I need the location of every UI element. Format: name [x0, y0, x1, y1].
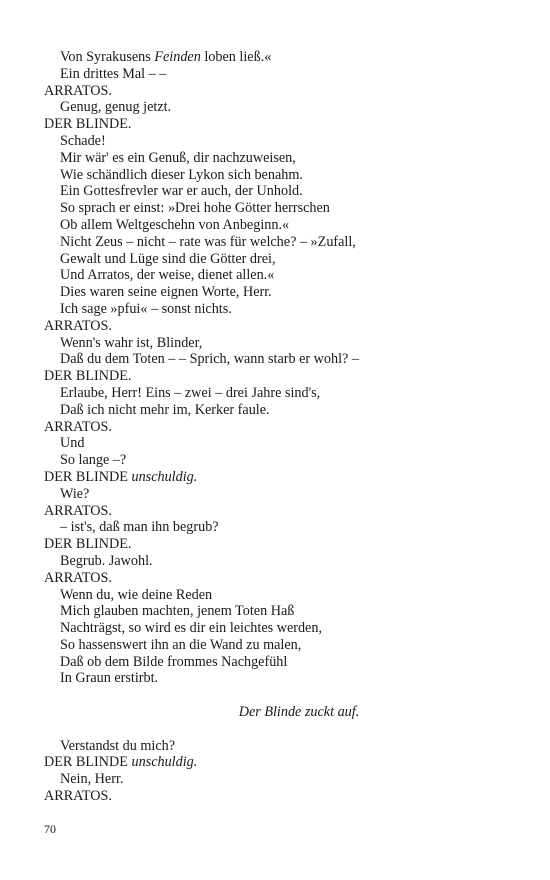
verse-line: [44, 183, 514, 200]
italic-text: unschuldig.: [131, 754, 198, 771]
speaker-name: [44, 503, 514, 520]
speaker-name: [44, 83, 514, 100]
verse-line: [44, 351, 514, 368]
line-text: ARRATOS.: [44, 788, 112, 805]
line-text: Von Syrakusens: [60, 49, 155, 65]
line-text: Und Arratos, der weise, dienet allen.«: [60, 267, 275, 284]
line-text: ARRATOS.: [44, 502, 112, 519]
line-text: Daß ob dem Bilde frommes Nachgefühl: [60, 653, 288, 670]
line-text: Ich sage »pfui« – sonst nichts.: [60, 300, 232, 317]
speaker-name: [44, 368, 514, 385]
line-text: Erlaube, Herr! Eins – zwei – drei Jahre sind's,: [60, 384, 321, 401]
line-text: Nachträgst, so wird es dir ein leichtes werden,: [60, 620, 322, 637]
blank-line: [44, 687, 514, 704]
speaker-name: [44, 116, 514, 133]
line-text: ARRATOS.: [44, 82, 112, 99]
line-text: Genug, genug jetzt.: [60, 99, 172, 116]
verse-line: [44, 670, 514, 687]
line-text: Ein Gottesfrevler war er auch, der Unhold.: [60, 183, 303, 200]
line-text: So sprach er einst: »Drei hohe Götter herrschen: [60, 200, 330, 217]
line-text: Dies waren seine eignen Worte, Herr.: [60, 284, 272, 301]
line-text: ARRATOS.: [44, 418, 112, 435]
line-text: Nicht Zeus – nicht – rate was für welche? – »Zufall,: [60, 233, 356, 250]
blank-line: [44, 721, 514, 738]
verse-line: [44, 553, 514, 570]
verse-line: [44, 486, 514, 503]
italic-text: Feinden: [154, 49, 201, 65]
speaker-name: [44, 318, 514, 335]
play-text: [44, 49, 514, 805]
speaker-name: [44, 469, 514, 486]
verse-line: [44, 167, 514, 184]
speaker-name: [44, 754, 514, 771]
line-text: ARRATOS.: [44, 569, 112, 586]
italic-text: unschuldig.: [131, 468, 198, 485]
verse-line: [44, 620, 514, 637]
line-text: Der Blinde zuckt auf.: [238, 704, 360, 721]
line-text: Begrub. Jawohl.: [60, 552, 153, 569]
verse-line: [44, 738, 514, 755]
line-text: Verstandst du mich?: [60, 737, 176, 754]
speaker-name: [44, 536, 514, 553]
line-text: Mir wär' es ein Genuß, dir nachzuweisen,: [60, 149, 296, 166]
line-text: So lange –?: [60, 452, 127, 469]
speaker-name: [44, 788, 514, 805]
verse-line: [44, 267, 514, 284]
line-text: DER BLINDE.: [44, 116, 132, 133]
line-text: Daß ich nicht mehr im, Kerker faule.: [60, 401, 270, 418]
verse-line: [44, 66, 514, 83]
verse-line: [44, 654, 514, 671]
verse-line: [44, 519, 514, 536]
line-text: Schade!: [60, 132, 106, 149]
line-text: Nein, Herr.: [60, 771, 124, 788]
verse-line: [44, 251, 514, 268]
line-text: Gewalt und Lüge sind die Götter drei,: [60, 250, 276, 267]
verse-line: [44, 217, 514, 234]
speaker-name: [44, 570, 514, 587]
verse-line: [44, 150, 514, 167]
line-text: Ein drittes Mal – –: [60, 65, 167, 82]
verse-line: [44, 435, 514, 452]
line-text: Daß du dem Toten – – Sprich, wann starb er wohl? –: [60, 351, 359, 368]
verse-line: [44, 771, 514, 788]
verse-line: [44, 49, 514, 66]
line-text: Wenn's wahr ist, Blinder,: [60, 334, 203, 351]
line-text: – ist's, daß man ihn begrub?: [60, 519, 219, 536]
verse-line: [44, 200, 514, 217]
line-text: DER BLINDE: [44, 754, 132, 771]
stage-direction: [44, 704, 514, 721]
verse-line: [44, 284, 514, 301]
line-text: ARRATOS.: [44, 317, 112, 334]
line-text-after: loben ließ.«: [200, 49, 272, 65]
line-text: DER BLINDE: [44, 468, 132, 485]
verse-line: [44, 301, 514, 318]
verse-line: [44, 385, 514, 402]
line-text: DER BLINDE.: [44, 536, 132, 553]
verse-line: [44, 603, 514, 620]
line-text: Wie schändlich dieser Lykon sich benahm.: [60, 166, 303, 183]
line-text: Ob allem Weltgeschehn von Anbeginn.«: [60, 216, 290, 233]
speaker-name: [44, 419, 514, 436]
line-text: Wie?: [60, 485, 90, 502]
verse-line: [44, 133, 514, 150]
verse-line: [44, 637, 514, 654]
line-text: DER BLINDE.: [44, 368, 132, 385]
verse-line: [44, 335, 514, 352]
line-text: Mich glauben machten, jenem Toten Haß: [60, 603, 295, 620]
line-text: Und: [60, 435, 85, 452]
verse-line: [44, 452, 514, 469]
verse-line: [44, 99, 514, 116]
line-text: So hassenswert ihn an die Wand zu malen,: [60, 636, 302, 653]
verse-line: [44, 234, 514, 251]
line-text: In Graun erstirbt.: [60, 670, 159, 687]
verse-line: [44, 402, 514, 419]
verse-line: [44, 587, 514, 604]
line-text: Wenn du, wie deine Reden: [60, 586, 213, 603]
page-number: 70: [44, 822, 56, 836]
